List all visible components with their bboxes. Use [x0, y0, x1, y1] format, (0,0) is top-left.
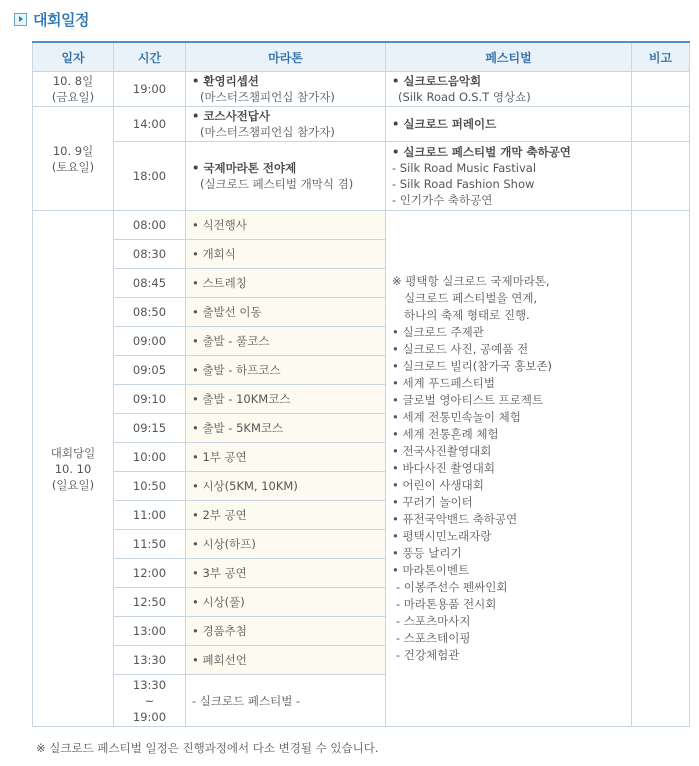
- marathon-cell: • 출발 - 10KM코스: [186, 385, 386, 414]
- table-row: [33, 142, 690, 211]
- table-row: [33, 211, 690, 240]
- time-cell: 11:00: [114, 501, 186, 530]
- time-cell: 13:00: [114, 617, 186, 646]
- remarks-cell: [632, 211, 690, 727]
- date-cell: 10. 8일 (금요일): [33, 72, 114, 107]
- festival-cell: • 실크로드 페스티벌 개막 축하공연 - Silk Road Music Fastival - Silk Road Fashion Show - 인기가수 축하공연: [386, 142, 632, 211]
- table-row: [33, 107, 690, 142]
- time-cell: 13:30 ~ 19:00: [114, 675, 186, 727]
- time-cell: 10:50: [114, 472, 186, 501]
- schedule-table: [32, 41, 690, 727]
- arrow-bullet-icon: [14, 13, 27, 26]
- time-cell: 08:00: [114, 211, 186, 240]
- marathon-cell: • 출발 - 5KM코스: [186, 414, 386, 443]
- marathon-cell: • 시상(하프): [186, 530, 386, 559]
- marathon-cell: • 국제마라톤 전야제 (실크로드 페스티벌 개막식 겸): [186, 142, 386, 211]
- time-cell: 09:15: [114, 414, 186, 443]
- time-cell: 08:30: [114, 240, 186, 269]
- festival-cell: • 실크로드음악회 (Silk Road O.S.T 영상쇼): [386, 72, 632, 107]
- time-cell: 08:50: [114, 298, 186, 327]
- header-date: 일자: [33, 42, 114, 72]
- date-cell: 대회당일 10. 10 (일요일): [33, 211, 114, 727]
- date-cell: 10. 9일 (토요일): [33, 107, 114, 211]
- marathon-cell: • 개회식: [186, 240, 386, 269]
- marathon-cell: • 환영리셉션 (마스터즈챔피언십 참가자): [186, 72, 386, 107]
- marathon-cell: • 시상(5KM, 10KM): [186, 472, 386, 501]
- remarks-cell: [632, 72, 690, 107]
- marathon-cell: • 식전행사: [186, 211, 386, 240]
- header-remarks: 비고: [632, 42, 690, 72]
- page-title-area: [14, 10, 89, 28]
- marathon-cell: • 시상(풀): [186, 588, 386, 617]
- header-marathon: 마라톤: [186, 42, 386, 72]
- header-festival: 페스티벌: [386, 42, 632, 72]
- time-cell: 09:10: [114, 385, 186, 414]
- header-time: 시간: [114, 42, 186, 72]
- footnote: ※ 실크로드 페스티벌 일정은 진행과정에서 다소 변경될 수 있습니다.: [36, 741, 379, 755]
- time-cell: 08:45: [114, 269, 186, 298]
- marathon-cell: • 코스사전답사 (마스터즈챔피언십 참가자): [186, 107, 386, 142]
- marathon-cell: • 출발 - 하프코스: [186, 356, 386, 385]
- marathon-cell: • 3부 공연: [186, 559, 386, 588]
- time-cell: 09:00: [114, 327, 186, 356]
- table-row: [33, 72, 690, 107]
- page-title: 대회일정: [33, 10, 89, 29]
- marathon-cell: • 출발선 이동: [186, 298, 386, 327]
- marathon-cell: • 출발 - 풀코스: [186, 327, 386, 356]
- time-cell: 14:00: [114, 107, 186, 142]
- marathon-cell: - 실크로드 페스티벌 -: [186, 675, 386, 727]
- remarks-cell: [632, 142, 690, 211]
- marathon-cell: • 폐회선언: [186, 646, 386, 675]
- table-header-row: [33, 42, 690, 72]
- time-cell: 18:00: [114, 142, 186, 211]
- marathon-cell: • 경품추첨: [186, 617, 386, 646]
- marathon-cell: • 1부 공연: [186, 443, 386, 472]
- time-cell: 11:50: [114, 530, 186, 559]
- time-cell: 12:00: [114, 559, 186, 588]
- time-cell: 10:00: [114, 443, 186, 472]
- time-cell: 13:30: [114, 646, 186, 675]
- time-cell: 09:05: [114, 356, 186, 385]
- remarks-cell: [632, 107, 690, 142]
- time-cell: 19:00: [114, 72, 186, 107]
- marathon-cell: • 스트레칭: [186, 269, 386, 298]
- marathon-cell: • 2부 공연: [186, 501, 386, 530]
- time-cell: 12:50: [114, 588, 186, 617]
- festival-cell: • 실크로드 퍼레이드: [386, 107, 632, 142]
- festival-program-cell: ※ 평택항 실크로드 국제마라톤, 실크로드 페스티벌을 연계, 하나의 축제 형태로 진행. • 실크로드 주제관 • 실크로드 사진, 공예품 전 • 실크로드 빌리(참가국 홍보존) • 세계 푸드페스티벌 • 글로벌 영아티스트 프로젝트 • 세계 전통민속놀이 체험 • 세계 전통혼례 체험 • 전국사진촬영대회 • 바다사진 촬영대회 • 어린이 사생대회 • 꾸러기 놀이터 • 퓨전국악밴드 축하공연 • 평택시민노래자랑 • 풍등 날리기 • 마라톤이벤트 - 이봉주선수 펜싸인회 - 마라톤용품 전시회 - 스포츠마사지 - 스포츠테이핑 - 건강체험관: [386, 211, 632, 727]
